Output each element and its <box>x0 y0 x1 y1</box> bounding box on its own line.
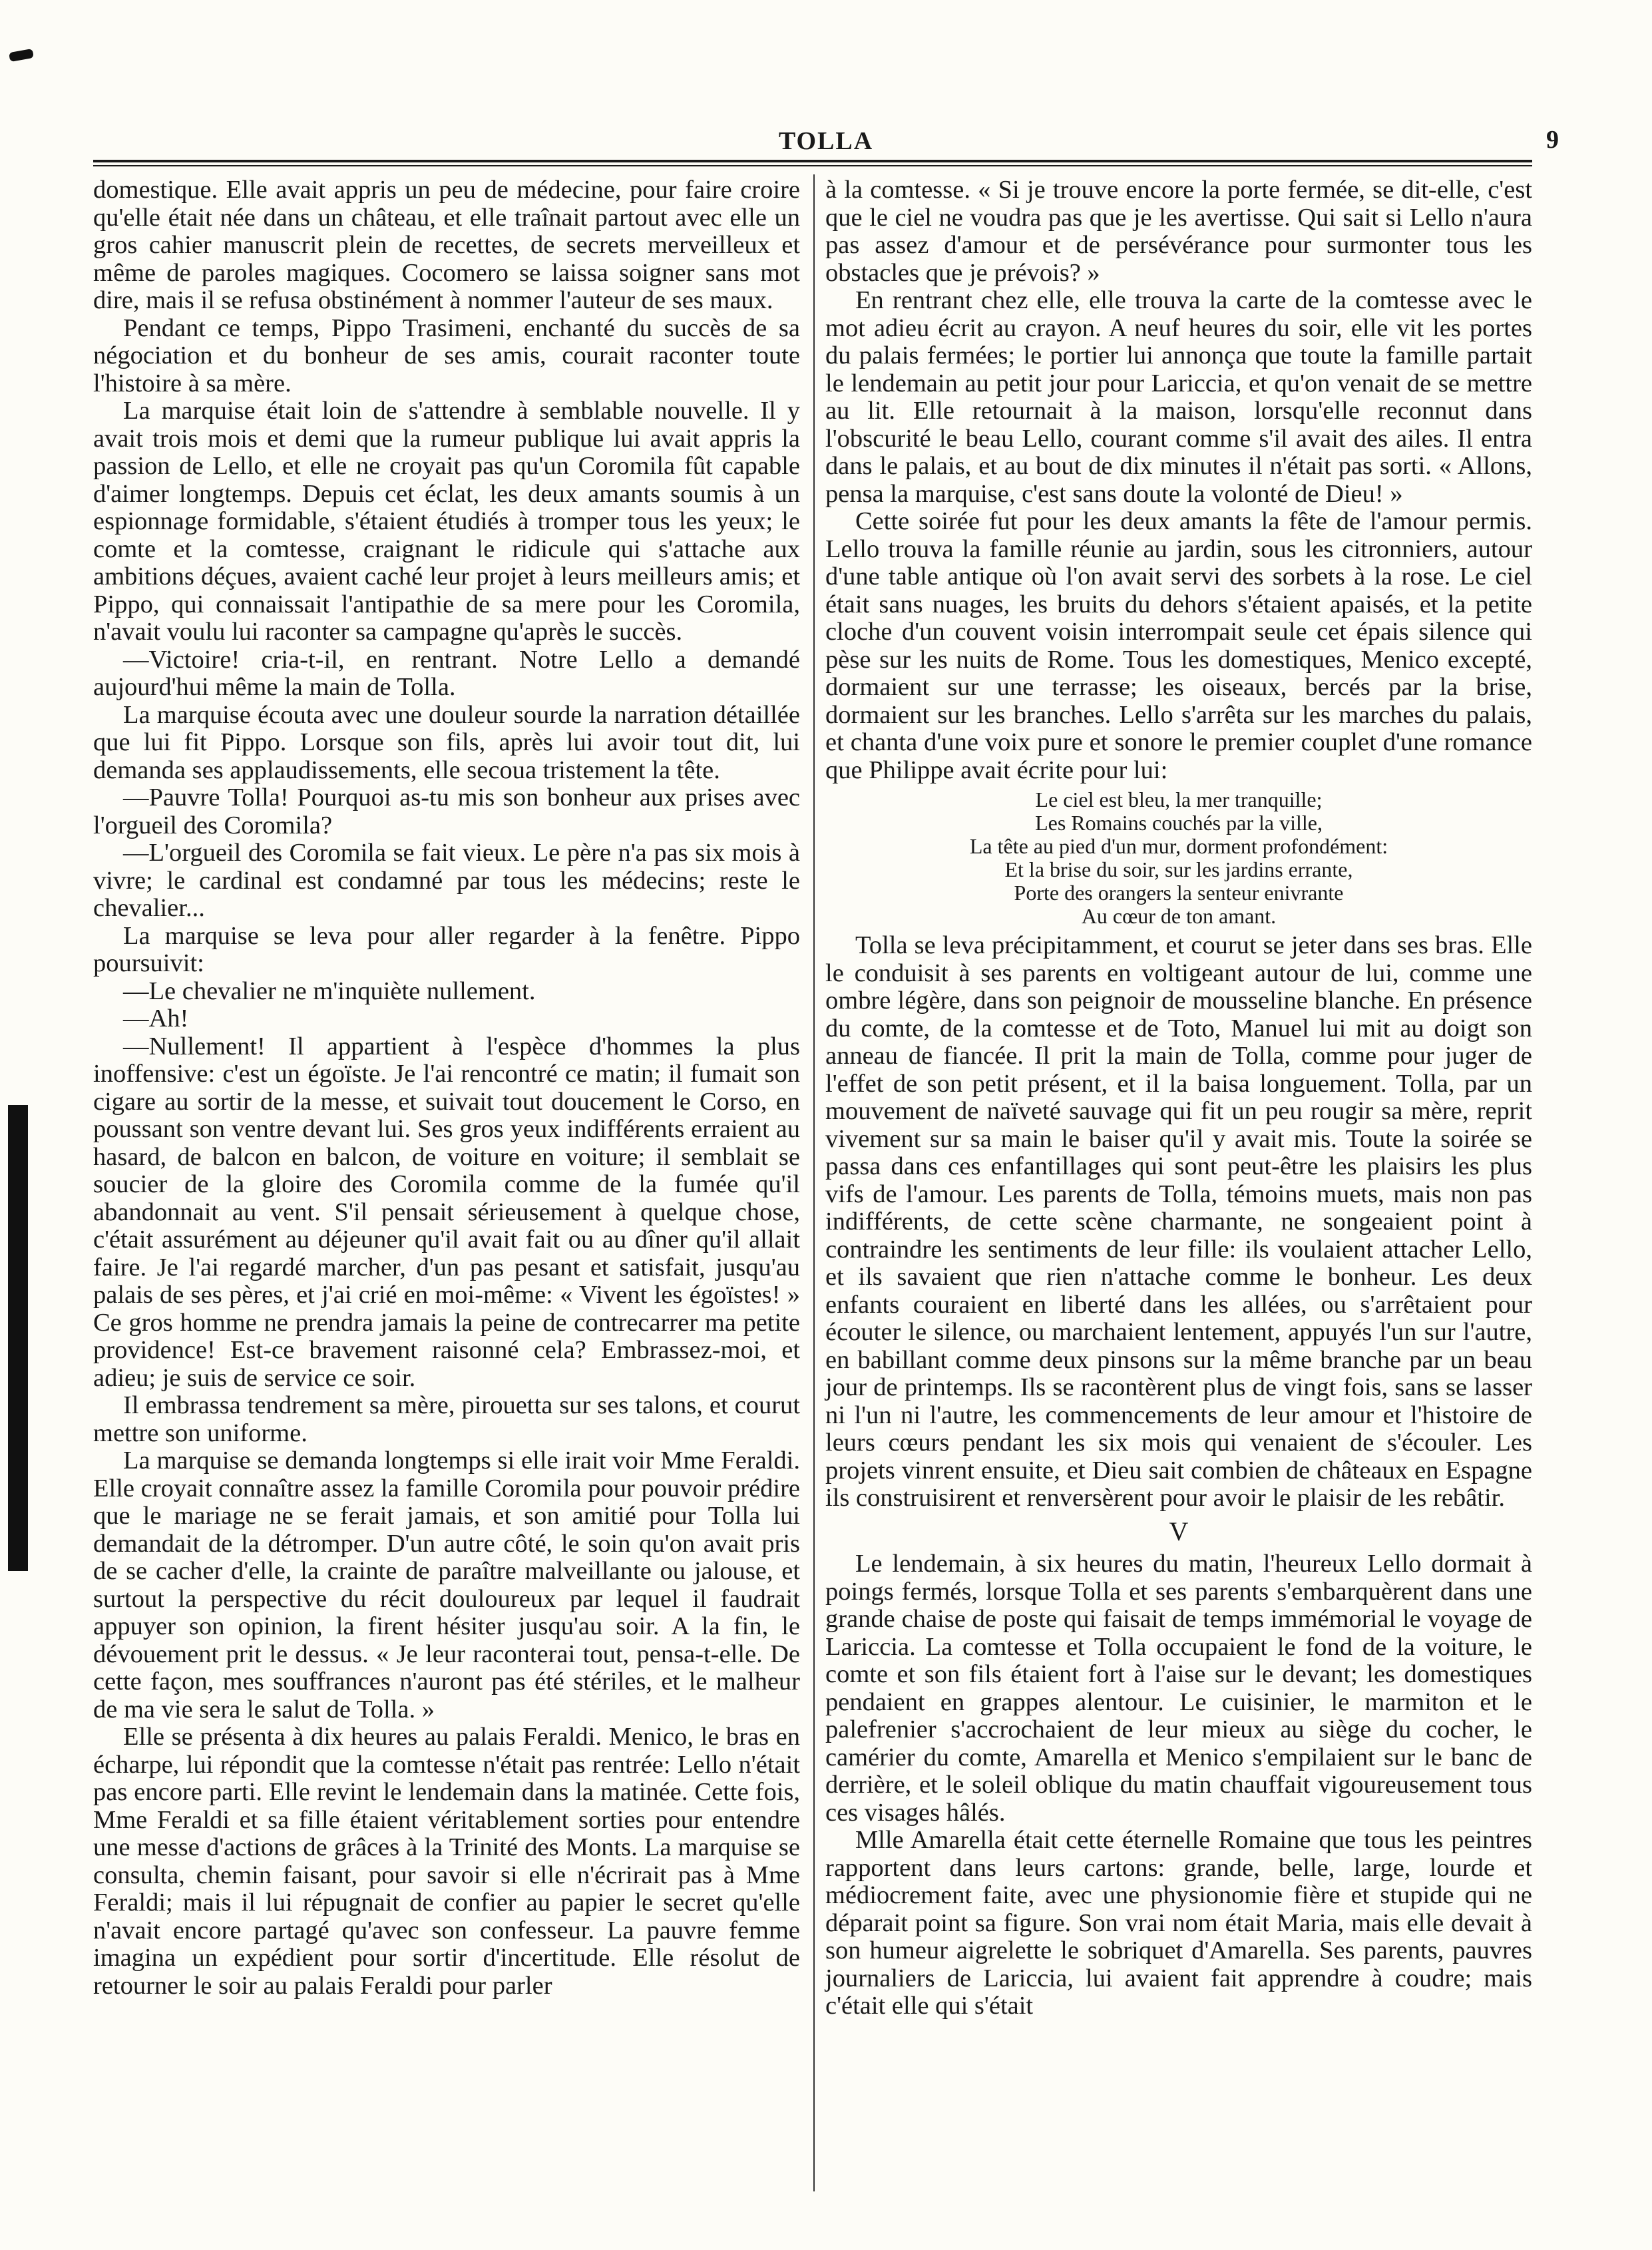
poem-line: Et la brise du soir, sur les jardins errante, <box>1004 857 1353 881</box>
header-rule <box>93 160 1532 162</box>
right-column <box>825 176 1532 2020</box>
paragraph: —Ah! <box>123 1005 189 1032</box>
ink-mark <box>9 49 34 62</box>
paragraph: —Victoire! cria-t-il, en rentrant. Notre Lello a demandé aujourd'hui même la main de Tolla. <box>93 645 800 701</box>
poem-line: La tête au pied d'un mur, dorment profondément: <box>969 834 1388 858</box>
chapter-heading: V <box>1169 1516 1189 1546</box>
paragraph: —Nullement! Il appartient à l'espèce d'hommes la plus inoffensive: c'est un égoïste. Je l'ai rencontré ce matin; il fumait son cigare au sortir de la messe, et suivait tout doucement le Corso, en poussant son ventre devant lui. Ses gros yeux indifférents erraient au hasard, de balcon en balcon, de voiture en voiture; il semblait se soucier de la gloire des Coromila comme de la fumée qu'il abandonnait au vent. S'il pensait sérieusement à quelque chose, c'était assurément au déjeuner qu'il avait fait ou au dîner qu'il allait faire. Je l'ai regardé marcher, d'un pas pesant et satisfait, jusqu'au palais de ses pères, et j'ai crié en moi-même: « Vivent les égoïstes! » Ce gros homme ne prendra jamais la peine de contrecarrer ma petite providence! Est-ce bravement raisonné cela? Embrassez-moi, et adieu; je suis de service ce soir. <box>93 1032 800 1392</box>
paragraph: La marquise se demanda longtemps si elle irait voir Mme Feraldi. Elle croyait connaître assez la famille Coromila pour pouvoir prédire que le mariage ne se ferait jamais, et son amitié pour Tolla lui demandait de la détromper. D'un autre côté, le soin qu'on avait pris de se cacher d'elle, la crainte de paraître malveillante ou jalouse, et surtout la perspective du récit douloureux par lequel il faudrait appuyer son opinion, la firent hésiter jusqu'au soir. A la fin, le dévouement prit le dessus. « Je leur raconterai tout, pensa-t-elle. De cette façon, mes souffrances n'auront pas été stériles, et le malheur de ma vie sera le salut de Tolla. » <box>93 1447 800 1723</box>
left-column <box>93 176 800 2000</box>
margin-scan-bar <box>8 1105 28 1571</box>
paragraph: La marquise se leva pour aller regarder à la fenêtre. Pippo poursuivit: <box>93 921 800 977</box>
paragraph: domestique. Elle avait appris un peu de médecine, pour faire croire qu'elle était née dans un château, et elle traînait partout avec elle un gros cahier manuscrit plein de recettes, de secrets merveilleux et même de paroles magiques. Cocomero se laissa soigner sans mot dire, mais il se refusa obstinément à nommer l'auteur de ses maux. <box>93 176 800 314</box>
header-rule-thin <box>93 165 1532 166</box>
poem-line: Les Romains couchés par la ville, <box>1035 811 1323 835</box>
paragraph: —L'orgueil des Coromila se fait vieux. Le père n'a pas six mois à vivre; le cardinal est condamné par tous les médecins; reste le chevalier... <box>93 839 800 922</box>
paragraph: —Pauvre Tolla! Pourquoi as-tu mis son bonheur aux prises avec l'orgueil des Coromila? <box>93 784 800 839</box>
page-number: 9 <box>1546 126 1559 154</box>
poem-line: Porte des orangers la senteur enivrante <box>1014 881 1344 905</box>
paragraph: —Le chevalier ne m'inquiète nullement. <box>123 977 536 1005</box>
paragraph: Tolla se leva précipitamment, et courut se jeter dans ses bras. Elle le conduisit à ses parents en voltigeant autour de lui, comme une ombre légère, dans son peignoir de mousseline blanche. En présence du comte, de la comtesse et de Toto, Manuel lui mit au doigt son anneau de fiancée. Il prit la main de Tolla, comme pour juger de l'effet de son petit présent, et il la baisa longuement. Tolla, par un mouvement de naïveté sauvage qui fit un peu rougir sa mère, reprit vivement sur sa main le baiser qu'il y avait mis. Toute la soirée se passa dans ces enfantillages qui sont peut-être les plaisirs les plus vifs de l'amour. Les parents de Tolla, témoins muets, mais non pas indifférents, de cette scène charmante, ne songeaient point à contraindre les sentiments de leur fille: ils voulaient attacher Lello, et ils savaient que rien n'attache comme le bonheur. Les deux enfants couraient en liberté dans les allées, ou s'arrêtaient pour écouter le silence, ou marchaient lentement, appuyés l'un sur l'autre, en babillant comme deux pinsons sur la même branche par un beau jour de printemps. Ils se racontèrent plus de vingt fois, sans se lasser ni l'un ni l'autre, les commencements de leur amour et l'histoire de leurs cœurs pendant les six mois qui venaient de s'écouler. Les projets vinrent ensuite, et Dieu sait combien de châteaux en Espagne ils construisirent et renversèrent pour avoir le plaisir de les rebâtir. <box>825 931 1532 1512</box>
paragraph: à la comtesse. « Si je trouve encore la porte fermée, se dit-elle, c'est que le ciel ne voudra pas que je les avertisse. Qui sait si Lello n'aura pas assez d'amour et de persévérance pour surmonter tous les obstacles que je prévois? » <box>825 176 1532 287</box>
running-header-title: TOLLA <box>778 127 874 155</box>
paragraph: Il embrassa tendrement sa mère, pirouetta sur ses talons, et courut mettre son uniforme. <box>93 1391 800 1447</box>
paragraph: Mlle Amarella était cette éternelle Romaine que tous les peintres rapportent dans leurs cartons: grande, belle, large, lourde et médiocrement faite, avec une physionomie fière et stupide qui ne déparait point sa figure. Son vrai nom était Maria, mais elle devait à son humeur aigrelette le sobriquet d'Amarella. Ses parents, pauvres journaliers de Lariccia, lui avaient fait apprendre à coudre; mais c'était elle qui s'était <box>825 1826 1532 2020</box>
poem-line: Le ciel est bleu, la mer tranquille; <box>1035 788 1323 811</box>
paragraph: Le lendemain, à six heures du matin, l'heureux Lello dormait à poings fermés, lorsque Tolla et ses parents s'embarquèrent dans une grande chaise de poste qui faisait de temps immémorial le voyage de Lariccia. La comtesse et Tolla occupaient le fond de la voiture, le comte et son fils étaient fort à l'aise sur le devant; les domestiques pendaient en grappes alentour. Le cuisinier, le marmiton et le palefrenier s'accrochaient de leur mieux au siège du cocher, le camérier du comte, Amarella et Menico s'empilaient sur le banc de derrière, et le soleil oblique du matin chauffait vigoureusement tous ces visages hâlés. <box>825 1550 1532 1827</box>
paragraph: Pendant ce temps, Pippo Trasimeni, enchanté du succès de sa négociation et du bonheur de ses amis, courait raconter toute l'histoire à sa mère. <box>93 314 800 397</box>
paragraph: Elle se présenta à dix heures au palais Feraldi. Menico, le bras en écharpe, lui répondit que la comtesse n'était pas rentrée: Lello n'était pas encore parti. Elle revint le lendemain dans la matinée. Cette fois, Mme Feraldi et sa fille étaient véritablement sorties pour entendre une messe d'actions de grâces à la Trinité des Monts. La marquise se consulta, chemin faisant, pour savoir si elle n'écrirait pas à Mme Feraldi; mais il lui répugnait de confier au papier le secret qu'elle n'avait encore partagé qu'avec son confesseur. La pauvre femme imagina un expédient pour sortir d'incertitude. Elle résolut de retourner le soir au palais Feraldi pour parler <box>93 1723 800 2000</box>
poem-line: Au cœur de ton amant. <box>1081 904 1277 928</box>
paragraph: La marquise écouta avec une douleur sourde la narration détaillée que lui fit Pippo. Lorsque son fils, après lui avoir tout dit, lui demanda ses applaudissements, elle secoua tristement la tête. <box>93 700 800 784</box>
paragraph: Cette soirée fut pour les deux amants la fête de l'amour permis. Lello trouva la famille réunie au jardin, sous les citronniers, autour d'une table antique où l'on avait servi des sorbets à la rose. Le ciel était sans nuages, les bruits du dehors s'étaient apaisés, et la petite cloche d'un couvent voisin interrompait seule cet épais silence qui pèse sur les nuits de Rome. Tous les domestiques, Menico excepté, dormaient sur une terrasse; les oiseaux, bercés par la brise, dormaient sur les branches. Lello s'arrêta sur les marches du palais, et chanta d'une voix pure et sonore le premier couplet d'une romance que Philippe avait écrite pour lui: <box>825 507 1532 784</box>
paragraph: La marquise était loin de s'attendre à semblable nouvelle. Il y avait trois mois et demi que la rumeur publique lui avait appris la passion de Lello, et elle ne croyait pas qu'un Coromila fût capable d'aimer longtemps. Depuis cet éclat, les deux amants soumis à un espionnage formidable, s'étaient étudiés à tromper tous les yeux; le comte et la comtesse, craignant le ridicule qui s'attache aux ambitions déçues, avaient caché leur projet à leurs meilleurs amis; et Pippo, qui connaissait l'antipathie de sa mere pour les Coromila, n'avait voulu lui raconter sa campagne qu'après le succès. <box>93 397 800 646</box>
column-divider <box>813 174 815 2191</box>
poem <box>825 788 1532 928</box>
paragraph: En rentrant chez elle, elle trouva la carte de la comtesse avec le mot adieu écrit au crayon. A neuf heures du soir, elle vit les portes du palais fermées; le portier lui annonça que toute la famille partait le lendemain au petit jour pour Lariccia, et qu'on venait de se mettre au lit. Elle retournait à la maison, lorsqu'elle reconnut dans l'obscurité le beau Lello, courant comme s'il avait des ailes. Il entra dans le palais, et au bout de dix minutes il n'était pas sorti. « Allons, pensa la marquise, c'est sans doute la volonté de Dieu! » <box>825 286 1532 508</box>
